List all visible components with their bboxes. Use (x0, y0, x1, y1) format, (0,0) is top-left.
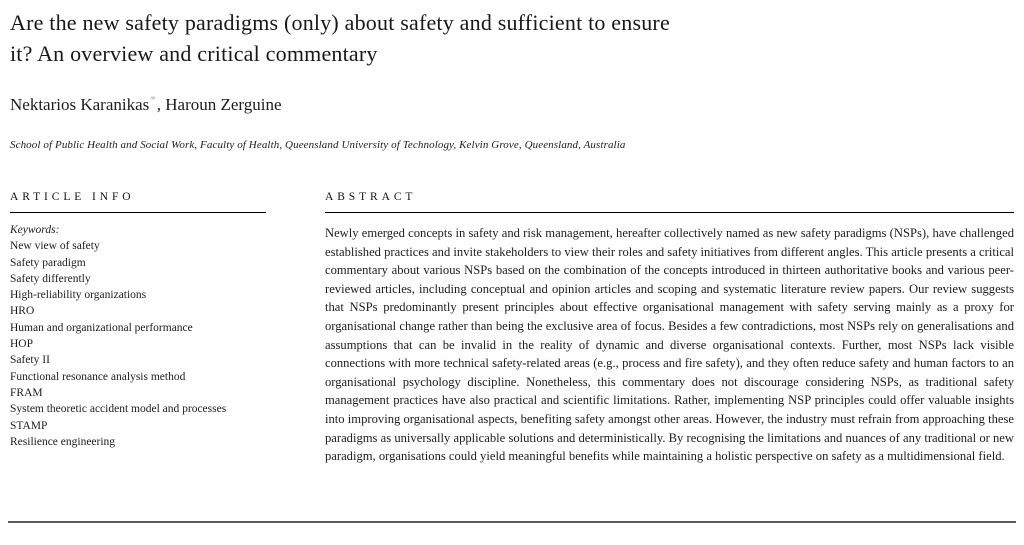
abstract-text: Newly emerged concepts in safety and risk management, hereafter collectively named as new safety paradigms (NSPs), have challenged established practices and invite stakeholders to view their roles and safety initiatives from different angles. This article presents a critical commentary about various NSPs based on the combination of the concepts introduced in thirteen authoritative books and various peer-reviewed articles, including conceptual and opinion articles and scoping and systematic literature review papers. Our review suggests that NSPs predominantly present principles about effective organisational management with safety serving mainly as a proxy for organisational change rather than being the exclusive area of focus. Besides a few contradictions, most NSPs rely on generalisations and assumptions that can be invalid in the reality of dynamic and diverse organisational contexts. Further, most NSPs lack visible connections with more technical safety-related areas (e.g., process and fire safety), and they often reduce safety and human factors to an organisational psychology discipline. Nonetheless, this commentary does not discourage considering NSPs, as traditional safety management practices have also practical and scientific limitations. Rather, implementing NSP principles could offer valuable insights into improving organisational aspects, benefiting safety amongst other areas. However, the industry must refrain from approaching these paradigms as universally applicable solutions and deterministically. By recognising the limitations and nuances of any traditional or new paradigm, organisations could yield meaningful benefits while maintaining a holistic perspective on safety as a multidimensional field. (325, 226, 1014, 464)
keywords-label: Keywords: (10, 224, 60, 236)
paper-title (10, 7, 1014, 69)
keyword-item: Safety II (10, 354, 50, 367)
article-info-heading: ARTICLE INFO (10, 191, 135, 203)
keyword-item: HOP (10, 338, 34, 351)
keyword-item: System theoretic accident model and processes (10, 403, 227, 416)
keyword-item: High-reliability organizations (10, 289, 147, 302)
keyword-item: Safety paradigm (10, 256, 86, 269)
affiliation-text: School of Public Health and Social Work, Faculty of Health, Queensland University of Technology, Kelvin Grove, Queensland, Australia (10, 139, 626, 151)
keyword-item: FRAM (10, 386, 43, 399)
keyword-item: New view of safety (10, 240, 100, 253)
paper-title-line-1: Are the new safety paradigms (only) about safety and sufficient to ensure (10, 10, 670, 35)
keyword-item: Human and organizational performance (10, 321, 193, 334)
abstract-heading: ABSTRACT (325, 191, 417, 203)
two-column-area (10, 191, 1014, 466)
keyword-item: HRO (10, 305, 35, 318)
authors-line (10, 95, 1014, 115)
abstract-rule (325, 212, 1014, 213)
footer-divider-rule (8, 521, 1016, 523)
author-name-2: , Haroun Zerguine (156, 95, 282, 114)
article-info-section (10, 191, 266, 466)
author-name-1: Nektarios Karanikas (10, 95, 150, 114)
paper-title-line-2: it? An overview and critical commentary (10, 41, 378, 66)
keyword-item: Functional resonance analysis method (10, 370, 186, 383)
article-info-rule (10, 212, 266, 213)
keyword-item: Resilience engineering (10, 435, 116, 448)
keyword-item: STAMP (10, 419, 48, 432)
corresponding-author-asterisk[interactable]: * (150, 94, 156, 107)
keywords-list (10, 222, 266, 450)
keyword-item: Safety differently (10, 272, 91, 285)
abstract-section (325, 191, 1014, 466)
